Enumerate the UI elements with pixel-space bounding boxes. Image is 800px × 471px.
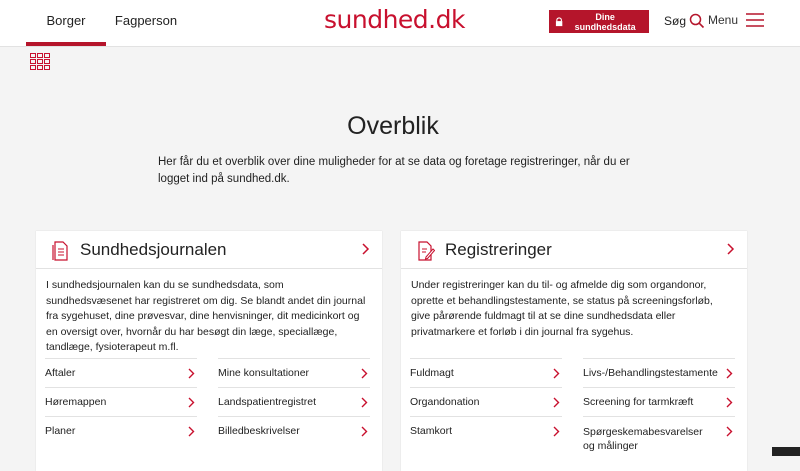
chevron-right-icon: [553, 426, 560, 437]
link-mine-konsultationer[interactable]: Mine konsultationer: [218, 358, 370, 387]
link-billedbeskrivelser[interactable]: Billedbeskrivelser: [218, 416, 370, 445]
chevron-right-icon: [188, 397, 195, 408]
link-fuldmagt[interactable]: Fuldmagt: [410, 358, 562, 387]
feedback-tab[interactable]: [772, 447, 800, 456]
chevron-right-icon: [361, 397, 368, 408]
search-icon: [689, 13, 705, 29]
search-label: Søg: [664, 14, 687, 28]
dine-sundhedsdata-label: Dine sundhedsdata: [574, 11, 636, 32]
card-title: Registreringer: [445, 240, 552, 259]
chevron-right-icon: [553, 368, 560, 379]
link-screening-tarmkraeft[interactable]: Screening for tarmkræft: [583, 387, 735, 416]
link-stamkort[interactable]: Stamkort: [410, 416, 562, 445]
chevron-right-icon: [188, 426, 195, 437]
chevron-right-icon: [727, 243, 735, 255]
card-registreringer: [401, 231, 747, 471]
link-hoeremappen[interactable]: Høremappen: [45, 387, 197, 416]
link-landspatientregistret[interactable]: Landspatientregistret: [218, 387, 370, 416]
card-sundhedsjournalen: [36, 231, 382, 471]
chevron-right-icon: [726, 397, 733, 408]
tab-fagperson[interactable]: Fagperson: [114, 13, 178, 28]
link-aftaler[interactable]: Aftaler: [45, 358, 197, 387]
chevron-right-icon: [553, 397, 560, 408]
chevron-right-icon: [188, 368, 195, 379]
chevron-right-icon: [362, 243, 370, 255]
card-header-registreringer[interactable]: [401, 231, 747, 269]
lock-icon: [555, 17, 563, 27]
chevron-right-icon: [726, 368, 733, 379]
chevron-right-icon: [361, 426, 368, 437]
card-header-sundhedsjournalen[interactable]: [36, 231, 382, 269]
link-organdonation[interactable]: Organdonation: [410, 387, 562, 416]
hamburger-icon: [746, 13, 764, 27]
logo-text: sundhed.dk: [324, 5, 465, 34]
page-intro: Her får du et overblik over dine muligheder for at se data og foretage registreringer, når du er logget ind på sundhed.dk.: [158, 156, 630, 185]
edit-document-icon: [417, 241, 435, 261]
link-planer[interactable]: Planer: [45, 416, 197, 445]
link-behandlingstestamente[interactable]: Livs-/Behandlingstestamente: [583, 358, 735, 387]
chevron-right-icon: [726, 426, 733, 437]
dine-sundhedsdata-button[interactable]: [549, 10, 649, 33]
tab-borger[interactable]: Borger: [26, 0, 106, 46]
apps-grid-icon[interactable]: [30, 53, 50, 71]
card-title: Sundhedsjournalen: [80, 240, 227, 259]
chevron-right-icon: [361, 368, 368, 379]
journal-icon: [52, 241, 68, 261]
menu-label: Menu: [708, 13, 739, 27]
site-header: [0, 0, 800, 47]
card-description: I sundhedsjournalen kan du se sundhedsdata, som sundhedsvæsenet har registreret om dig. Se blandt andet din journal fra sygehuset, dine prøvesvar, dine henvisninger, dit medicinkort og en oversigt over, hvornår du har besøgt din læge, speciallæge, tandlæge, fysioterapeut m.fl.: [46, 279, 366, 353]
page-title: Overblik: [347, 112, 439, 140]
link-spoergeskemabesvarelser[interactable]: Spørgeskemabesvarelser og målinger: [583, 416, 735, 454]
menu-button[interactable]: [708, 13, 764, 27]
card-description: Under registreringer kan du til- og afmelde dig som organdonor, oprette et behandlingstestamente, se status på screeningsforløb, give pårørende fuldmagt til at se dine sundhedsdata eller privatmarkere et forløb i din journal fra sygehus.: [411, 279, 713, 338]
search-button[interactable]: [664, 13, 705, 29]
logo[interactable]: [324, 5, 465, 34]
